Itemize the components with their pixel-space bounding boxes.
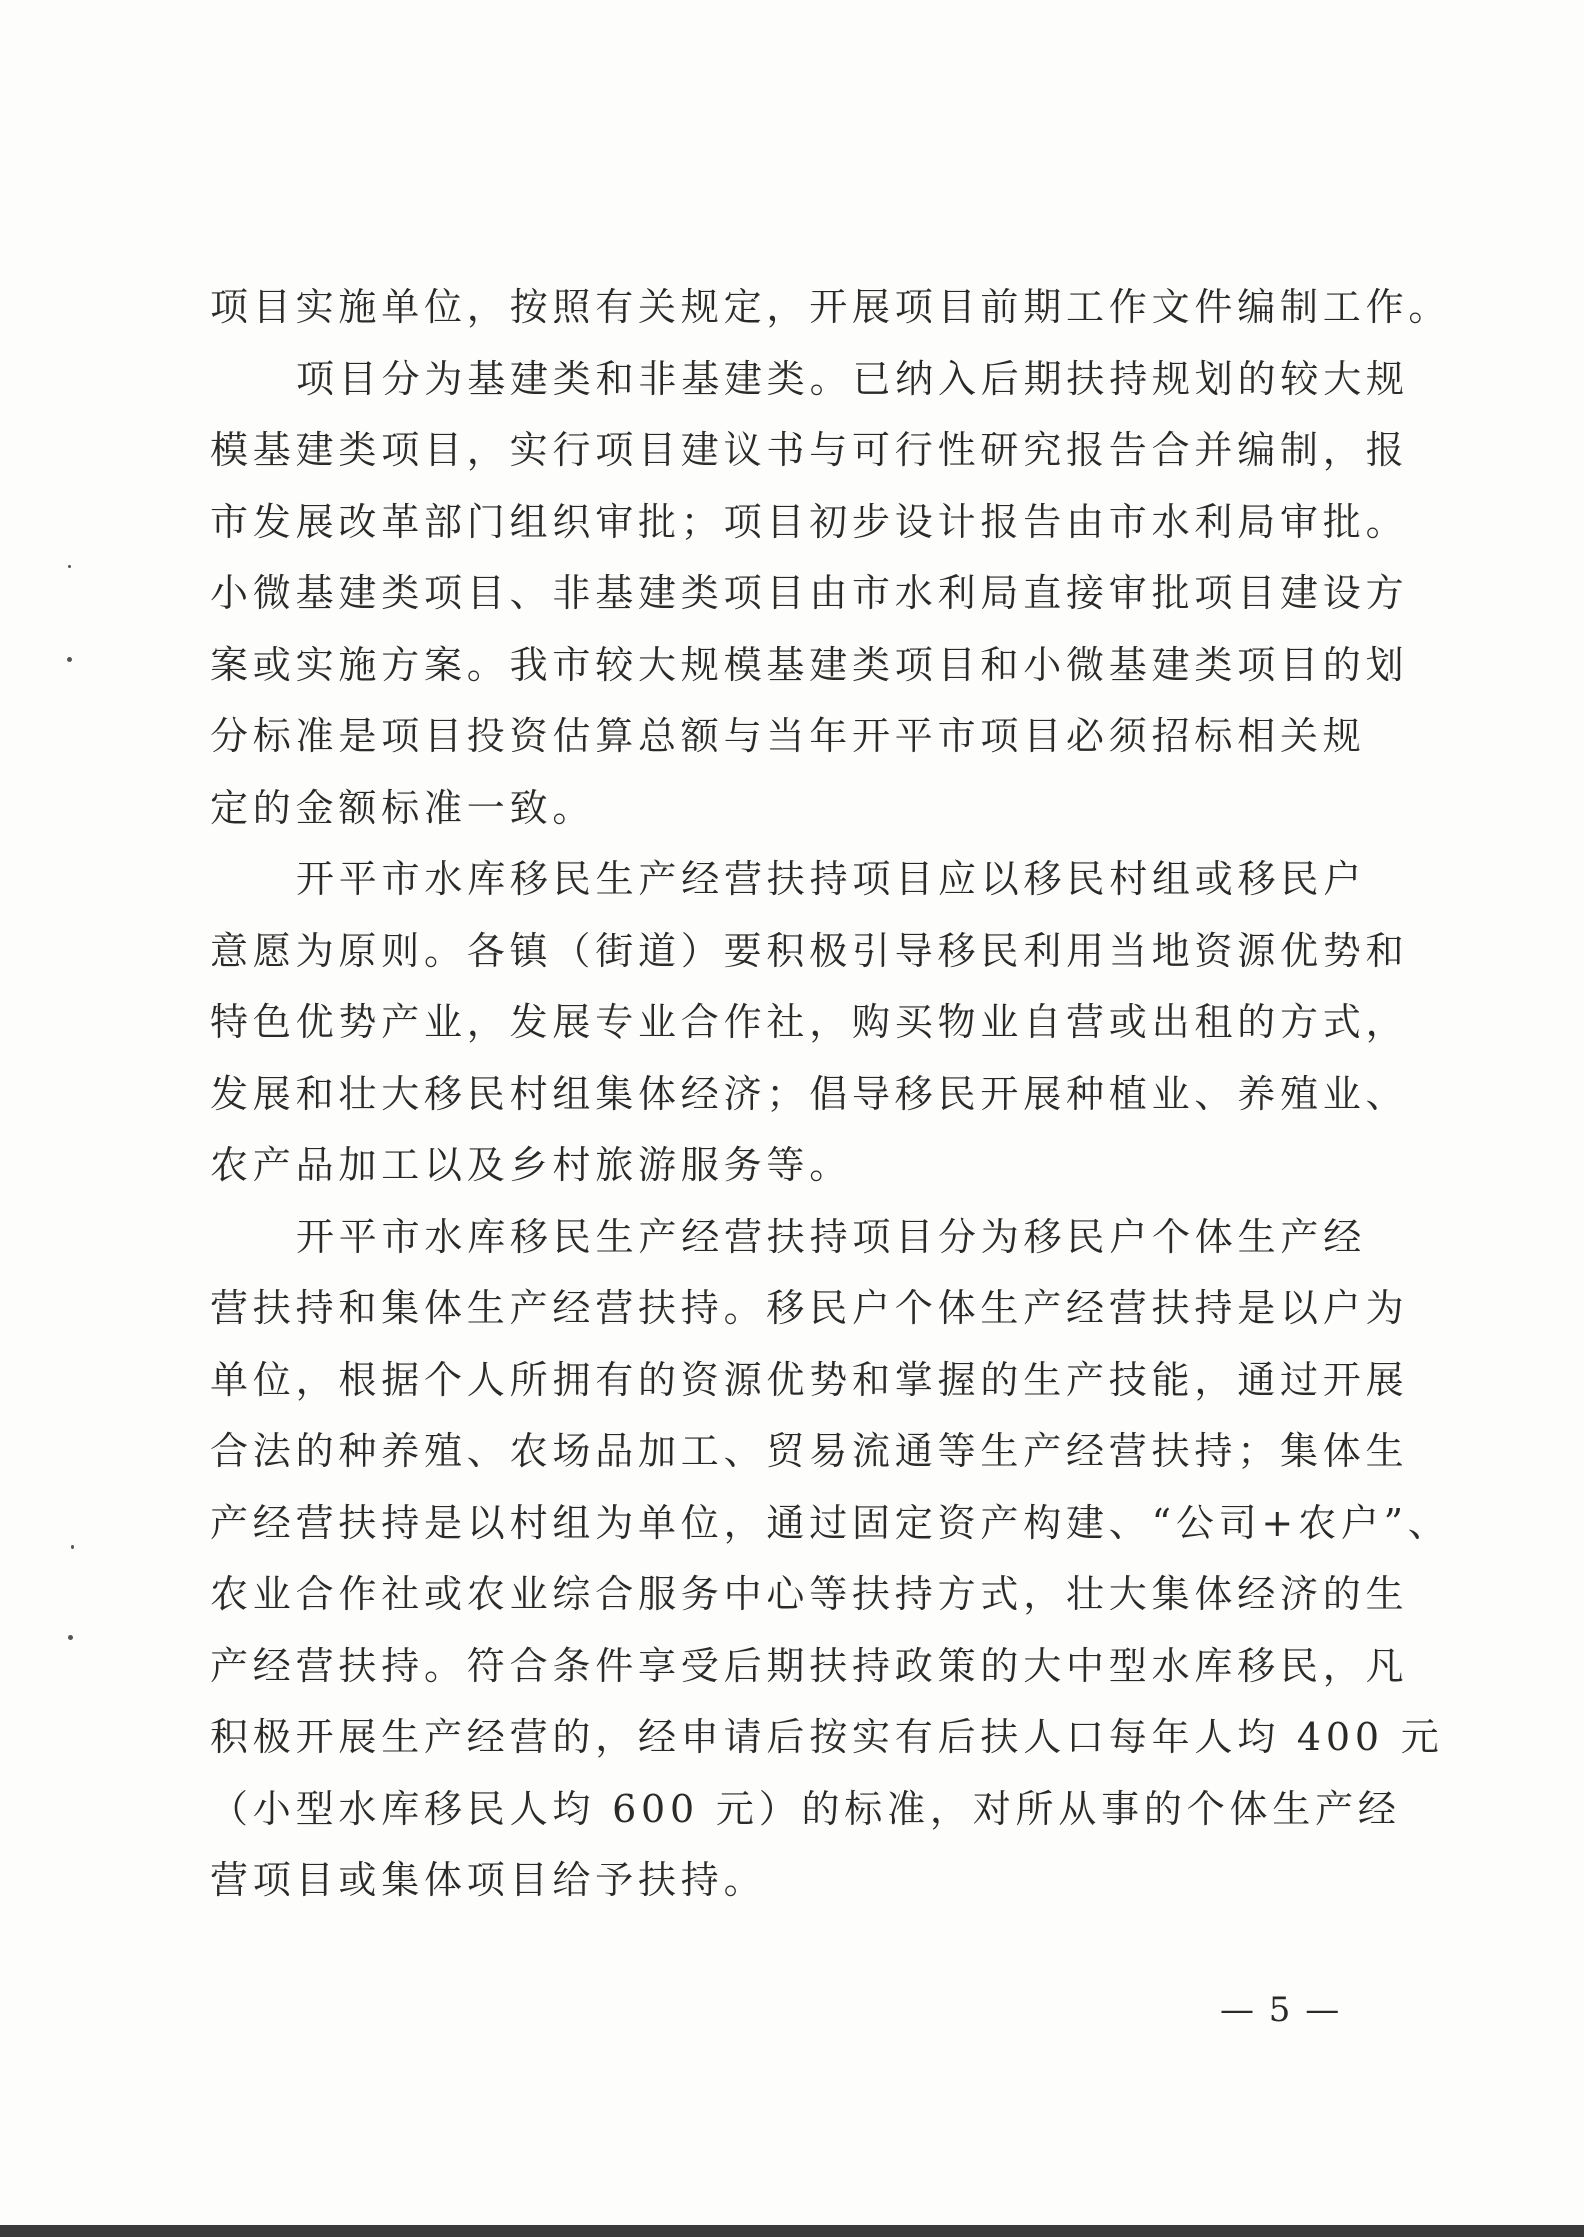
text-line: 农业合作社或农业综合服务中心等扶持方式，壮大集体经济的生 — [210, 1572, 1409, 1616]
text-line: 发展和壮大移民村组集体经济；倡导移民开展种植业、养殖业、 — [210, 1071, 1409, 1116]
text-line: 开平市水库移民生产经营扶持项目应以移民村组或移民户 — [296, 857, 1367, 901]
text-line: 单位，根据个人所拥有的资源优势和掌握的生产技能，通过开展 — [210, 1357, 1409, 1402]
text-line: 项目分为基建类和非基建类。已纳入后期扶持规划的较大规 — [296, 356, 1409, 401]
text-line: 产经营扶持。符合条件享受后期扶持政策的大中型水库移民，凡 — [210, 1643, 1409, 1688]
text-line: 营扶持和集体生产经营扶持。移民户个体生产经营扶持是以户为 — [210, 1286, 1409, 1330]
body-text — [210, 272, 1452, 1917]
binding-hole-mark — [71, 1545, 74, 1549]
text-line: 积极开展生产经营的，经申请后按实有后扶人口每年人均 400 元 — [210, 1715, 1444, 1759]
text-line: 产经营扶持是以村组为单位，通过固定资产构建、“公司+农户”、 — [210, 1500, 1451, 1545]
text-line: 合法的种养殖、农场品加工、贸易流通等生产经营扶持；集体生 — [210, 1429, 1409, 1473]
text-line: 特色优势产业，发展专业合作社，购买物业自营或出租的方式， — [210, 1000, 1409, 1044]
scan-edge — [0, 2225, 1584, 2237]
text-line: 模基建类项目，实行项目建议书与可行性研究报告合并编制，报 — [210, 428, 1409, 472]
text-line: 意愿为原则。各镇（街道）要积极引导移民利用当地资源优势和 — [210, 928, 1409, 973]
text-line: 农产品加工以及乡村旅游服务等。 — [210, 1143, 853, 1187]
binding-hole-mark — [68, 1635, 73, 1640]
text-line: 项目实施单位，按照有关规定，开展项目前期工作文件编制工作。 — [210, 285, 1452, 329]
text-line: （小型水库移民人均 600 元）的标准，对所从事的个体生产经 — [210, 1786, 1401, 1831]
binding-hole-mark — [67, 657, 72, 662]
text-line: 定的金额标准一致。 — [210, 785, 596, 830]
text-line: 小微基建类项目、非基建类项目由市水利局直接审批项目建设方 — [210, 571, 1409, 615]
text-line: 营项目或集体项目给予扶持。 — [210, 1858, 767, 1902]
page-number: — 5 — — [1220, 1990, 1342, 2030]
text-line: 分标准是项目投资估算总额与当年开平市项目必须招标相关规 — [210, 714, 1366, 758]
text-line: 开平市水库移民生产经营扶持项目分为移民户个体生产经 — [296, 1214, 1367, 1259]
text-line: 市发展改革部门组织审批；项目初步设计报告由市水利局审批。 — [210, 499, 1409, 544]
binding-hole-mark — [68, 565, 71, 568]
text-line: 案或实施方案。我市较大规模基建类项目和小微基建类项目的划 — [210, 642, 1409, 687]
